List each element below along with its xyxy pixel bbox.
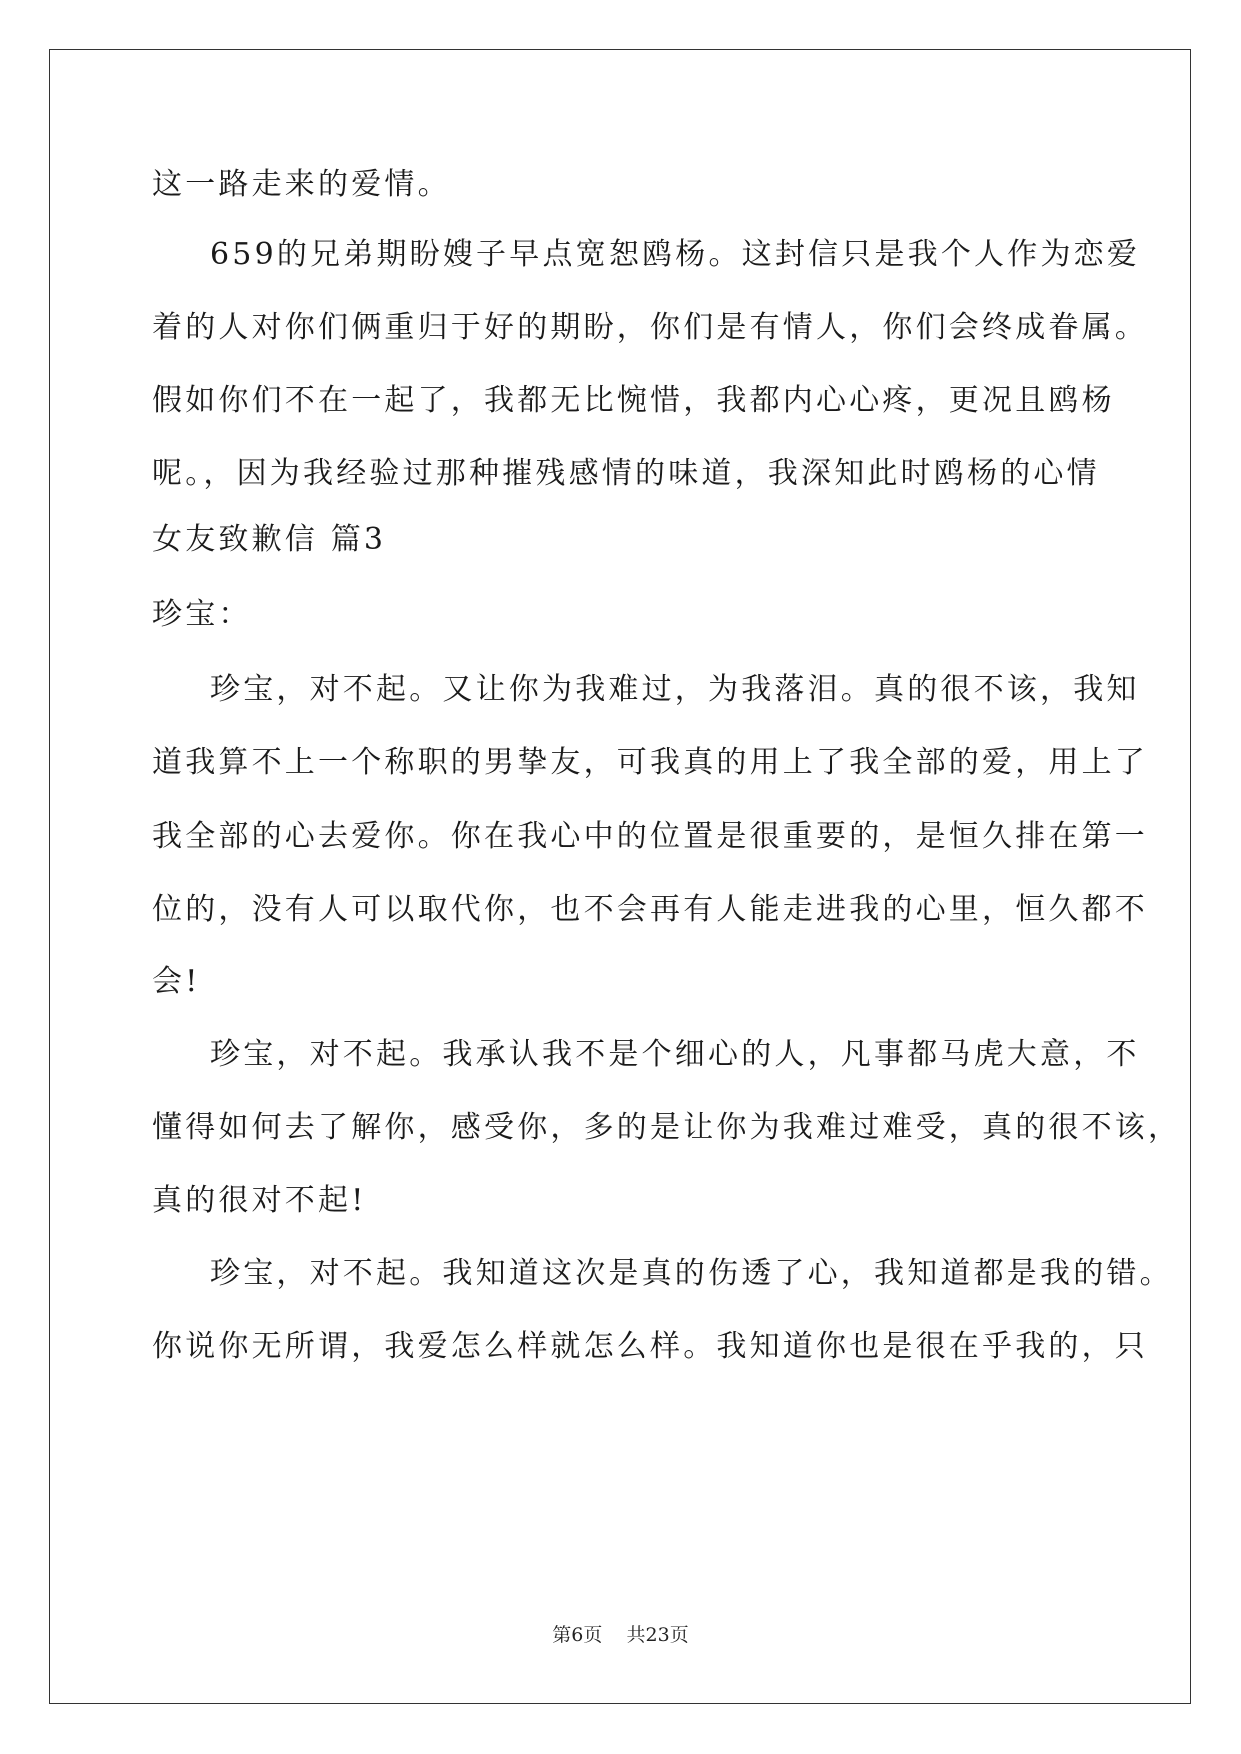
text-line: 假如你们不在一起了，我都无比惋惜，我都内心心疼，更况且鸥杨 xyxy=(152,383,1115,418)
salutation: 珍宝： xyxy=(152,597,252,632)
text-line: 呢。，因为我经验过那种摧残感情的味道，我深知此时鸥杨的心情 xyxy=(152,456,1100,491)
text-line: 这一路走来的爱情。 xyxy=(152,167,451,202)
text-line: 着的人对你们俩重归于好的期盼，你们是有情人，你们会终成眷属。 xyxy=(152,310,1148,345)
page-number: 第6页 xyxy=(552,1624,603,1646)
text-line: 我全部的心去爱你。你在我心中的位置是很重要的，是恒久排在第一 xyxy=(152,819,1148,854)
page-border xyxy=(49,49,1191,1704)
page-footer xyxy=(0,1623,1241,1647)
paragraph-line: 珍宝，对不起。我知道这次是真的伤透了心，我知道都是我的错。 xyxy=(210,1256,1173,1291)
text-line: 道我算不上一个称职的男挚友，可我真的用上了我全部的爱，用上了 xyxy=(152,745,1148,780)
text-line: 懂得如何去了解你，感受你，多的是让你为我难过难受，真的很不该， xyxy=(152,1110,1182,1145)
page-total: 共23页 xyxy=(626,1624,689,1646)
paragraph-line: 659的兄弟期盼嫂子早点宽恕鸥杨。这封信只是我个人作为恋爱 xyxy=(210,237,1141,272)
text-line: 位的，没有人可以取代你，也不会再有人能走进我的心里，恒久都不 xyxy=(152,892,1148,927)
text-line: 会! xyxy=(152,964,201,999)
paragraph-line: 珍宝，对不起。又让你为我难过，为我落泪。真的很不该，我知 xyxy=(210,672,1140,707)
text-line: 你说你无所谓，我爱怎么样就怎么样。我知道你也是很在乎我的，只 xyxy=(152,1329,1148,1364)
section-heading: 女友致歉信 篇3 xyxy=(152,522,387,557)
paragraph-line: 珍宝，对不起。我承认我不是个细心的人，凡事都马虎大意，不 xyxy=(210,1037,1140,1072)
text-line: 真的很对不起! xyxy=(152,1183,367,1218)
